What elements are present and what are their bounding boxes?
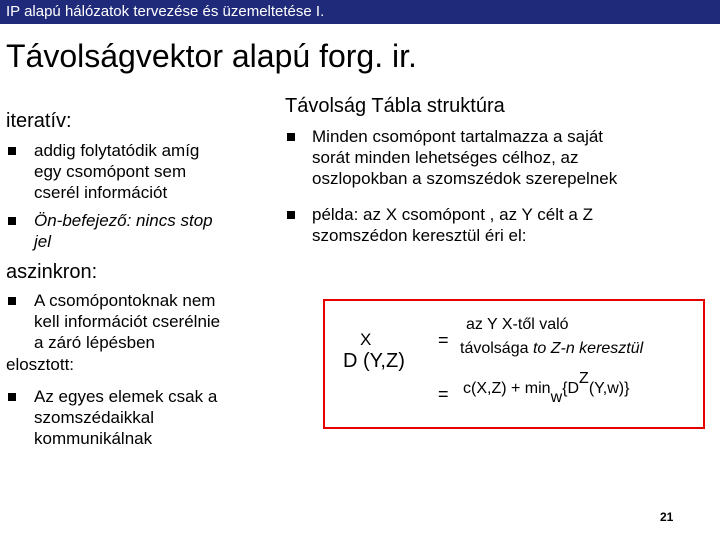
rhs-subscript: w [550, 389, 563, 406]
rhs-superscript: Z [579, 370, 589, 387]
text-line: sorát minden lehetséges célhoz, az [312, 148, 579, 167]
text-line: cserél információt [34, 183, 168, 202]
formula-description-1: az Y X-től való [466, 316, 569, 333]
bullet-square-icon [8, 393, 16, 401]
table-structure-heading: Távolság Tábla struktúra [285, 95, 505, 117]
bullet-square-icon [8, 297, 16, 305]
text-line: kell információt cserélnie [34, 312, 221, 331]
async-heading: aszinkron: [6, 261, 98, 283]
text-line: szomszédon keresztül éri el: [312, 226, 527, 245]
text-line: Minden csomópont tartalmazza a saját [312, 127, 604, 146]
distributed-bullet [34, 386, 217, 449]
text-line: egy csomópont sem [34, 162, 187, 181]
bullet-square-icon [287, 133, 295, 141]
rhs-text: (Y,w)} [588, 380, 630, 397]
text-line: kommunikálnak [34, 429, 153, 448]
text-line: a záró lépésben [34, 333, 155, 352]
formula-description-2 [460, 340, 643, 358]
course-title: IP alapú hálózatok tervezése és üzemeltetése I. [6, 3, 325, 20]
iterative-heading: iteratív: [6, 110, 72, 132]
formula-rhs [463, 370, 630, 406]
formula-lhs: D (Y,Z) [343, 350, 405, 372]
text-italic: to Z-n keresztül [532, 340, 644, 357]
text-line: jel [34, 232, 52, 251]
structure-bullet-1 [312, 126, 617, 189]
text-line: példa: az X csomópont , az Y célt a Z [312, 205, 593, 224]
iterative-bullet-2 [34, 210, 213, 252]
rhs-text: c(X,Z) + min [463, 380, 551, 397]
distributed-heading: elosztott: [6, 355, 75, 374]
iterative-bullet-1 [34, 140, 199, 203]
bullet-square-icon [8, 217, 16, 225]
bullet-square-icon [8, 147, 16, 155]
text-line: oszlopokban a szomszédok szerepelnek [312, 169, 618, 188]
formula-equals-1: = [438, 330, 449, 350]
formula-superscript-x: X [360, 330, 372, 349]
formula-equals-2: = [438, 384, 449, 404]
text-line: Az egyes elemek csak a [34, 387, 218, 406]
text-line: szomszédaikkal [34, 408, 154, 427]
bullet-square-icon [287, 211, 295, 219]
header-bar [0, 0, 720, 24]
async-bullet [34, 290, 220, 353]
structure-bullet-2 [312, 204, 593, 246]
text-line: A csomópontoknak nem [34, 291, 216, 310]
text-plain: távolsága [460, 340, 533, 357]
page-number: 21 [660, 510, 674, 524]
slide-title: Távolságvektor alapú forg. ir. [6, 38, 417, 74]
text-line: addig folytatódik amíg [34, 141, 200, 160]
rhs-text: {D [562, 380, 580, 397]
text-line: Ön-befejező: nincs stop [34, 211, 213, 230]
